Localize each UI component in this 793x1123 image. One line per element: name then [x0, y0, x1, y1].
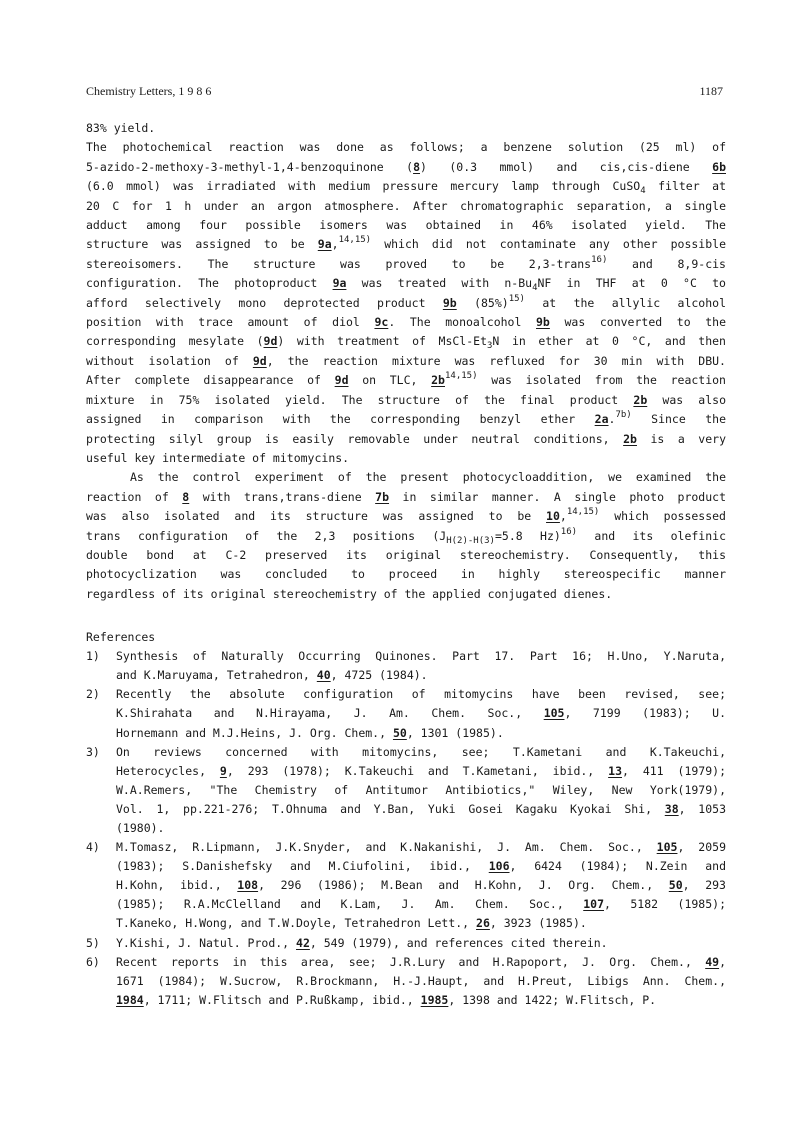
reference-line: (1985); R.A.McClelland and K.Lam, J. Am. Chem. Soc., 107, 5182 (1985); — [116, 897, 726, 912]
reference-number: 4) — [86, 840, 100, 855]
text-line: protecting silyl group is easily removable under neutral conditions, 2b is a very — [86, 431, 726, 446]
text-line: As the control experiment of the present photocycloaddition, we examined the — [130, 470, 726, 485]
reference-line: T.Kaneko, H.Wong, and T.W.Doyle, Tetrahedron Lett., 26, 3923 (1985). — [116, 916, 587, 931]
reference-text — [116, 685, 726, 742]
reference-line: H.Kohn, ibid., 108, 296 (1986); M.Bean and H.Kohn, J. Org. Chem., 50, 293 — [116, 878, 726, 893]
text-line: structure was assigned to be 9a,$^{14,15)}$ which did not contaminate any other possible — [86, 235, 726, 252]
reference-number: 3) — [86, 744, 100, 759]
text-line: trans configuration of the 2,3 positions ($J_{H(2)-H(3)}=5.8$ Hz)$^{16)}$ and its olefinic — [86, 526, 727, 546]
journal-name: Chemistry Letters, 1 9 8 6 — [86, 84, 212, 98]
reference-number: 2) — [86, 687, 100, 702]
text-line: corresponding mesylate (9d) with treatment of MsCl-$Et_3N$ in ether at 0 °C, and then — [86, 334, 726, 352]
text-line: mixture in 75% isolated yield. The structure of the final product 2b was also — [86, 392, 727, 407]
reference-number: 1) — [86, 649, 100, 664]
reference-text — [116, 953, 726, 1010]
reference-text — [116, 647, 726, 685]
reference-line: (1983); S.Danishefsky and M.Ciufolini, ibid., 106, 6424 (1984); N.Zein and — [116, 859, 726, 874]
reference-item — [86, 743, 726, 838]
text-line: After complete disappearance of 9d on TLC, $2b^{14,15)}$ was isolated from the reaction — [86, 371, 726, 388]
text-line: 83% yield. — [86, 121, 156, 135]
text-line: (6.0 mmol) was irradiated with medium pressure mercury lamp through CuSO$_4$ filter at — [86, 179, 726, 197]
reference-text — [116, 934, 726, 953]
page-header — [86, 84, 723, 100]
reference-line: Vol. 1, pp.221-276; T.Ohnuma and Y.Ban, Yuki Gosei Kagaku Kyokai Shi, 38, 1053 — [116, 801, 726, 816]
reference-item — [86, 838, 726, 933]
reference-number: 6) — [86, 954, 100, 969]
reference-list — [86, 647, 726, 1010]
paragraph — [86, 138, 726, 468]
reference-line: and K.Maruyama, Tetrahedron, 40, 4725 (1984). — [116, 668, 428, 683]
page-number: 1187 — [699, 84, 723, 98]
text-line: was also isolated and its structure was assigned to be 10,$^{14,15)}$ which possessed — [86, 507, 726, 524]
text-line: reaction of 8 with trans,trans-diene 7b in similar manner. A single photo product — [86, 489, 726, 504]
text-line: adduct among four possible isomers was obtained in 46% isolated yield. The — [86, 218, 726, 233]
reference-item — [86, 647, 726, 685]
reference-line: M.Tomasz, R.Lipmann, J.K.Snyder, and K.Nakanishi, J. Am. Chem. Soc., 105, 2059 — [116, 840, 726, 855]
text-line: photocyclization was concluded to proceed in highly stereospecific manner — [86, 567, 726, 582]
reference-item — [86, 953, 726, 1010]
paragraph — [86, 468, 726, 604]
paragraph — [86, 119, 726, 138]
reference-line: Heterocycles, 9, 293 (1978); K.Takeuchi and T.Kametani, ibid., 13, 411 (1979); — [116, 763, 726, 778]
text-line: useful key intermediate of mitomycins. — [86, 450, 350, 465]
reference-line: On reviews concerned with mitomycins, see; T.Kametani and K.Takeuchi, — [116, 744, 726, 759]
reference-line: Recently the absolute configuration of mitomycins have been revised, see; — [116, 687, 726, 702]
text-line: configuration. The photoproduct 9a was treated with $n-Bu_4NF$ in THF at 0 °C to — [86, 276, 726, 294]
text-line: without isolation of 9d, the reaction mixture was refluxed for 30 min with DBU. — [86, 353, 726, 368]
article-body — [86, 119, 726, 1010]
text-line: afford selectively mono deprotected product 9b $(85\%)^{15)}$ at the allylic alcohol — [86, 293, 727, 310]
text-line: assigned in comparison with the corresponding benzyl ether 2a.$^{7b)}$ Since the — [86, 410, 726, 427]
text-line: stereoisomers. The structure was proved to be 2,3-trans$^{16)}$ and 8,9-cis — [86, 254, 726, 271]
reference-line: Recent reports in this area, see; J.R.Lury and H.Rapoport, J. Org. Chem., 49, — [116, 954, 726, 969]
reference-line: Y.Kishi, J. Natul. Prod., 42, 549 (1979), and references cited therein. — [116, 935, 608, 950]
text-line: double bond at C-2 preserved its original stereochemistry. Consequently, this — [86, 547, 726, 562]
text-line: regardless of its original stereochemistry of the applied conjugated dienes. — [86, 586, 613, 601]
reference-item — [86, 934, 726, 953]
reference-line: K.Shirahata and N.Hirayama, J. Am. Chem. Soc., 105, 7199 (1983); U. — [116, 706, 726, 721]
text-line: The photochemical reaction was done as follows; a benzene solution (25 ml) of — [86, 140, 726, 155]
references-heading: References — [86, 630, 156, 645]
reference-line: 1984, 1711; W.Flitsch and P.Rußkamp, ibid., 1985, 1398 and 1422; W.Flitsch, P. — [116, 992, 657, 1007]
reference-number: 5) — [86, 935, 100, 950]
text-line: position with trace amount of diol 9c. The monoalcohol 9b was converted to the — [86, 315, 726, 330]
reference-line: 1671 (1984); W.Sucrow, R.Brockmann, H.-J.Haupt, and H.Preut, Libigs Ann. Chem., — [116, 973, 726, 988]
reference-line: Synthesis of Naturally Occurring Quinones. Part 17. Part 16; H.Uno, Y.Naruta, — [116, 649, 726, 664]
text-line: 5-azido-2-methoxy-3-methyl-1,4-benzoquinone (8) (0.3 mmol) and cis,cis-diene 6b — [86, 159, 726, 174]
reference-line: Hornemann and M.J.Heins, J. Org. Chem., 50, 1301 (1985). — [116, 725, 504, 740]
reference-text — [116, 743, 726, 838]
body-text — [86, 119, 726, 604]
text-line: 20 C for 1 h under an argon atmosphere. After chromatographic separation, a single — [86, 198, 726, 213]
reference-item — [86, 685, 726, 742]
reference-line: (1980). — [116, 821, 165, 835]
reference-text — [116, 838, 726, 933]
reference-line: W.A.Remers, "The Chemistry of Antitumor Antibiotics," Wiley, New York(1979), — [116, 782, 726, 797]
